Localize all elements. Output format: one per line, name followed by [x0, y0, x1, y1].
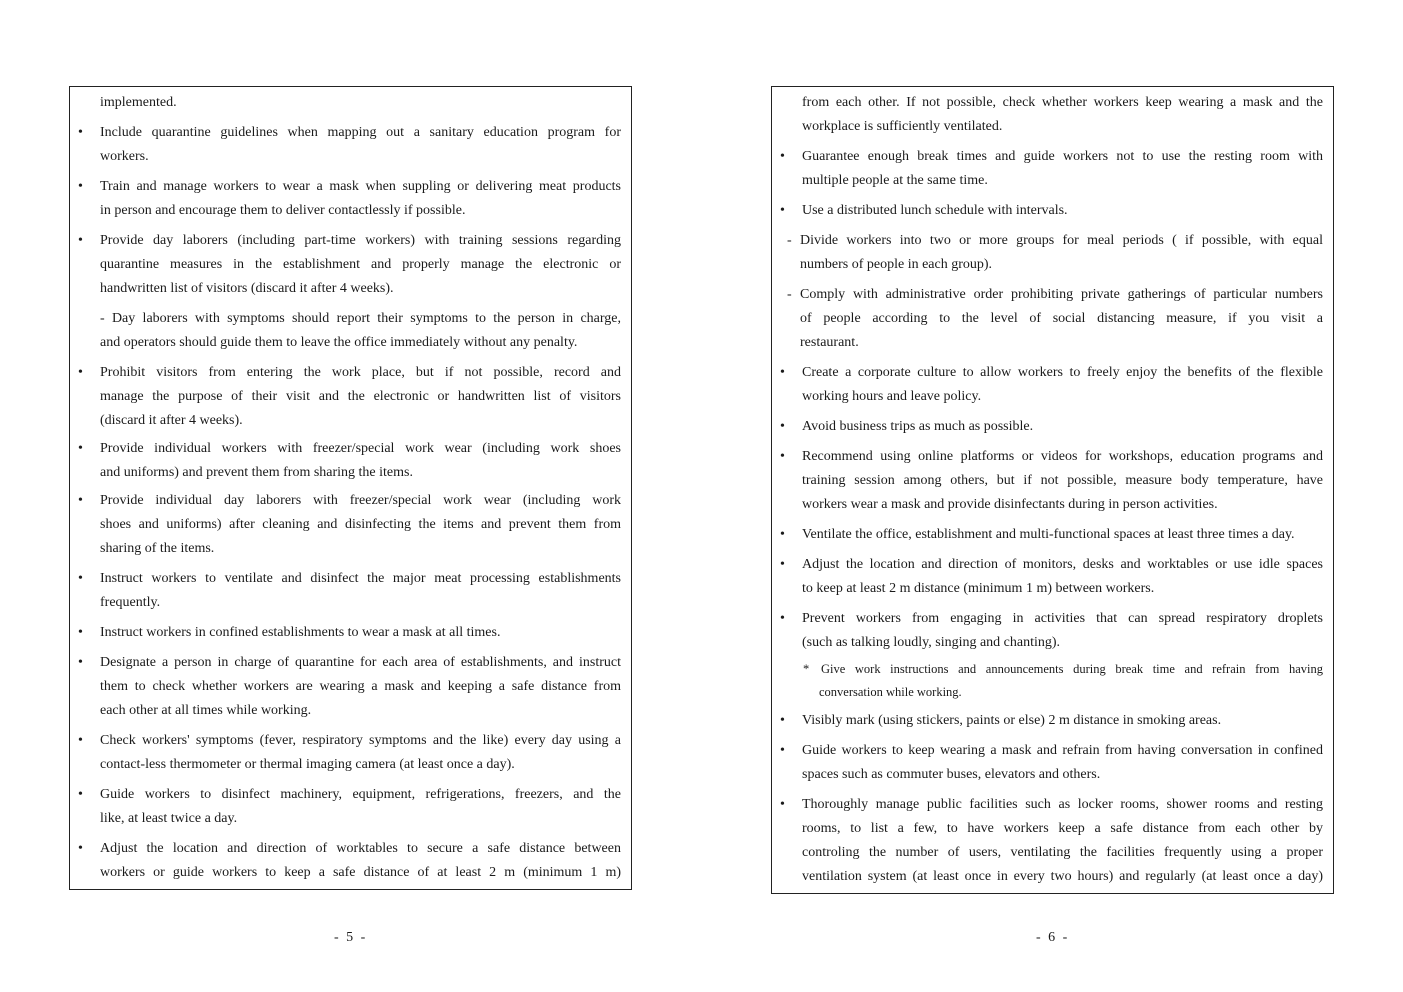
list-item-line: to keep at least 2 m distance (minimum 1 m) between workers.	[802, 581, 1155, 596]
list-bullet: •	[78, 179, 83, 194]
list-item-line: workplace is sufficiently ventilated.	[802, 119, 1003, 134]
list-item-line: numbers of people in each group).	[800, 257, 993, 272]
list-item-line: sharing of the items.	[100, 541, 215, 556]
list-item-line: (such as talking loudly, singing and chanting).	[802, 635, 1061, 650]
list-item-line: Designate a person in charge of quarantine for each area of establishments, and instruct	[100, 655, 621, 670]
list-item-line: conversation while working.	[819, 685, 962, 699]
list-item-line: workers.	[100, 149, 149, 164]
list-item-line: ventilation system (at least once in every two hours) and regularly (at least once a day)	[802, 869, 1323, 884]
list-item-line: spaces such as commuter buses, elevators and others.	[802, 767, 1101, 782]
list-item-line: manage the purpose of their visit and the electronic or handwritten list of visitors	[100, 389, 621, 404]
page-number-right: - 6 -	[1036, 930, 1070, 945]
list-item-line: Adjust the location and direction of monitors, desks and worktables or use idle spaces	[802, 557, 1323, 572]
list-item-line: - Day laborers with symptoms should report their symptoms to the person in charge,	[100, 311, 621, 326]
list-item-line: handwritten list of visitors (discard it after 4 weeks).	[100, 281, 394, 296]
list-item-line: of people according to the level of social distancing measure, if you visit a	[800, 311, 1323, 326]
list-bullet: •	[78, 125, 83, 140]
list-item-line: Provide individual day laborers with freezer/special work wear (including work	[100, 493, 621, 508]
list-bullet: •	[780, 419, 785, 434]
list-item-line: Prohibit visitors from entering the work place, but if not possible, record and	[100, 365, 621, 380]
list-item-line: contact-less thermometer or thermal imaging camera (at least once a day).	[100, 757, 515, 772]
list-item-line: and operators should guide them to leave the office immediately without any penalty.	[100, 335, 578, 350]
list-item-line: Provide individual workers with freezer/special work wear (including work shoes	[100, 441, 621, 456]
list-bullet: •	[78, 441, 83, 456]
list-bullet: •	[780, 611, 785, 626]
list-item-line: multiple people at the same time.	[802, 173, 988, 188]
list-bullet: •	[780, 743, 785, 758]
list-bullet: •	[780, 203, 785, 218]
list-item-line: Thoroughly manage public facilities such as locker rooms, shower rooms and resting	[802, 797, 1323, 812]
list-item-line: Divide workers into two or more groups for meal periods ( if possible, with equal	[800, 233, 1323, 248]
list-bullet: •	[78, 625, 83, 640]
list-item-line: restaurant.	[800, 335, 859, 350]
list-item-line: Guide workers to keep wearing a mask and refrain from having conversation in confined	[802, 743, 1323, 758]
list-item-line: (discard it after 4 weeks).	[100, 413, 243, 428]
list-bullet: •	[780, 797, 785, 812]
list-bullet: •	[780, 713, 785, 728]
list-item-line: shoes and uniforms) after cleaning and disinfecting the items and prevent them from	[100, 517, 621, 532]
list-item-line: Check workers' symptoms (fever, respiratory symptoms and the like) every day using a	[100, 733, 621, 748]
list-item-line: Comply with administrative order prohibiting private gatherings of particular numbers	[800, 287, 1323, 302]
list-item-line: Guide workers to disinfect machinery, equipment, refrigerations, freezers, and the	[100, 787, 621, 802]
list-bullet: •	[78, 365, 83, 380]
list-item-line: each other at all times while working.	[100, 703, 312, 718]
list-item-line: from each other. If not possible, check whether workers keep wearing a mask and the	[802, 95, 1323, 110]
list-item-line: and uniforms) and prevent them from sharing the items.	[100, 465, 413, 480]
list-item-line: quarantine measures in the establishment and properly manage the electronic or	[100, 257, 621, 272]
list-bullet: •	[78, 233, 83, 248]
list-bullet: *	[803, 662, 810, 676]
list-item-line: frequently.	[100, 595, 161, 610]
list-item-line: Use a distributed lunch schedule with intervals.	[802, 203, 1068, 218]
list-bullet: •	[78, 493, 83, 508]
list-item-line: Ventilate the office, establishment and multi-functional spaces at least three times a day.	[802, 527, 1295, 542]
list-bullet: •	[78, 787, 83, 802]
list-item-line: Guarantee enough break times and guide workers not to use the resting room with	[802, 149, 1323, 164]
list-bullet: -	[787, 287, 792, 302]
list-item-line: them to check whether workers are wearing a mask and keeping a safe distance from	[100, 679, 621, 694]
list-bullet: •	[780, 149, 785, 164]
list-item-line: Instruct workers to ventilate and disinfect the major meat processing establishments	[100, 571, 621, 586]
list-item-line: Train and manage workers to wear a mask when suppling or delivering meat products	[100, 179, 621, 194]
list-item-line: in person and encourage them to deliver contactlessly if possible.	[100, 203, 466, 218]
list-item-line: Give work instructions and announcements during break time and refrain from having	[821, 662, 1323, 676]
list-bullet: •	[78, 733, 83, 748]
list-item-line: Avoid business trips as much as possible.	[802, 419, 1034, 434]
list-item-line: training session among others, but if not possible, measure body temperature, have	[802, 473, 1323, 488]
list-item-line: working hours and leave policy.	[802, 389, 982, 404]
list-item-line: like, at least twice a day.	[100, 811, 238, 826]
list-bullet: -	[787, 233, 792, 248]
list-item-line: Prevent workers from engaging in activities that can spread respiratory droplets	[802, 611, 1323, 626]
list-bullet: •	[78, 841, 83, 856]
list-item-line: Create a corporate culture to allow workers to freely enjoy the benefits of the flexible	[802, 365, 1323, 380]
list-item-line: Include quarantine guidelines when mapping out a sanitary education program for	[100, 125, 621, 140]
list-item-line: Instruct workers in confined establishments to wear a mask at all times.	[100, 625, 501, 640]
list-item-line: Adjust the location and direction of worktables to secure a safe distance between	[100, 841, 621, 856]
list-item-line: controling the number of users, ventilating the facilities frequently using a proper	[802, 845, 1323, 860]
list-item-line: Provide day laborers (including part-time workers) with training sessions regarding	[100, 233, 621, 248]
list-item-line: workers wear a mask and provide disinfectants during in person activities.	[802, 497, 1218, 512]
list-item-line: workers or guide workers to keep a safe distance of at least 2 m (minimum 1 m)	[100, 865, 621, 880]
list-bullet: •	[780, 557, 785, 572]
list-item-line: Visibly mark (using stickers, paints or else) 2 m distance in smoking areas.	[802, 713, 1222, 728]
list-bullet: •	[780, 527, 785, 542]
list-item-line: rooms, to list a few, to have workers keep a safe distance from each other by	[802, 821, 1323, 836]
list-item-line: Recommend using online platforms or videos for workshops, education programs and	[802, 449, 1323, 464]
list-bullet: •	[78, 655, 83, 670]
list-bullet: •	[78, 571, 83, 586]
list-bullet: •	[780, 365, 785, 380]
list-item-line: implemented.	[100, 95, 177, 110]
page-number-left: - 5 -	[334, 930, 368, 945]
list-bullet: •	[780, 449, 785, 464]
